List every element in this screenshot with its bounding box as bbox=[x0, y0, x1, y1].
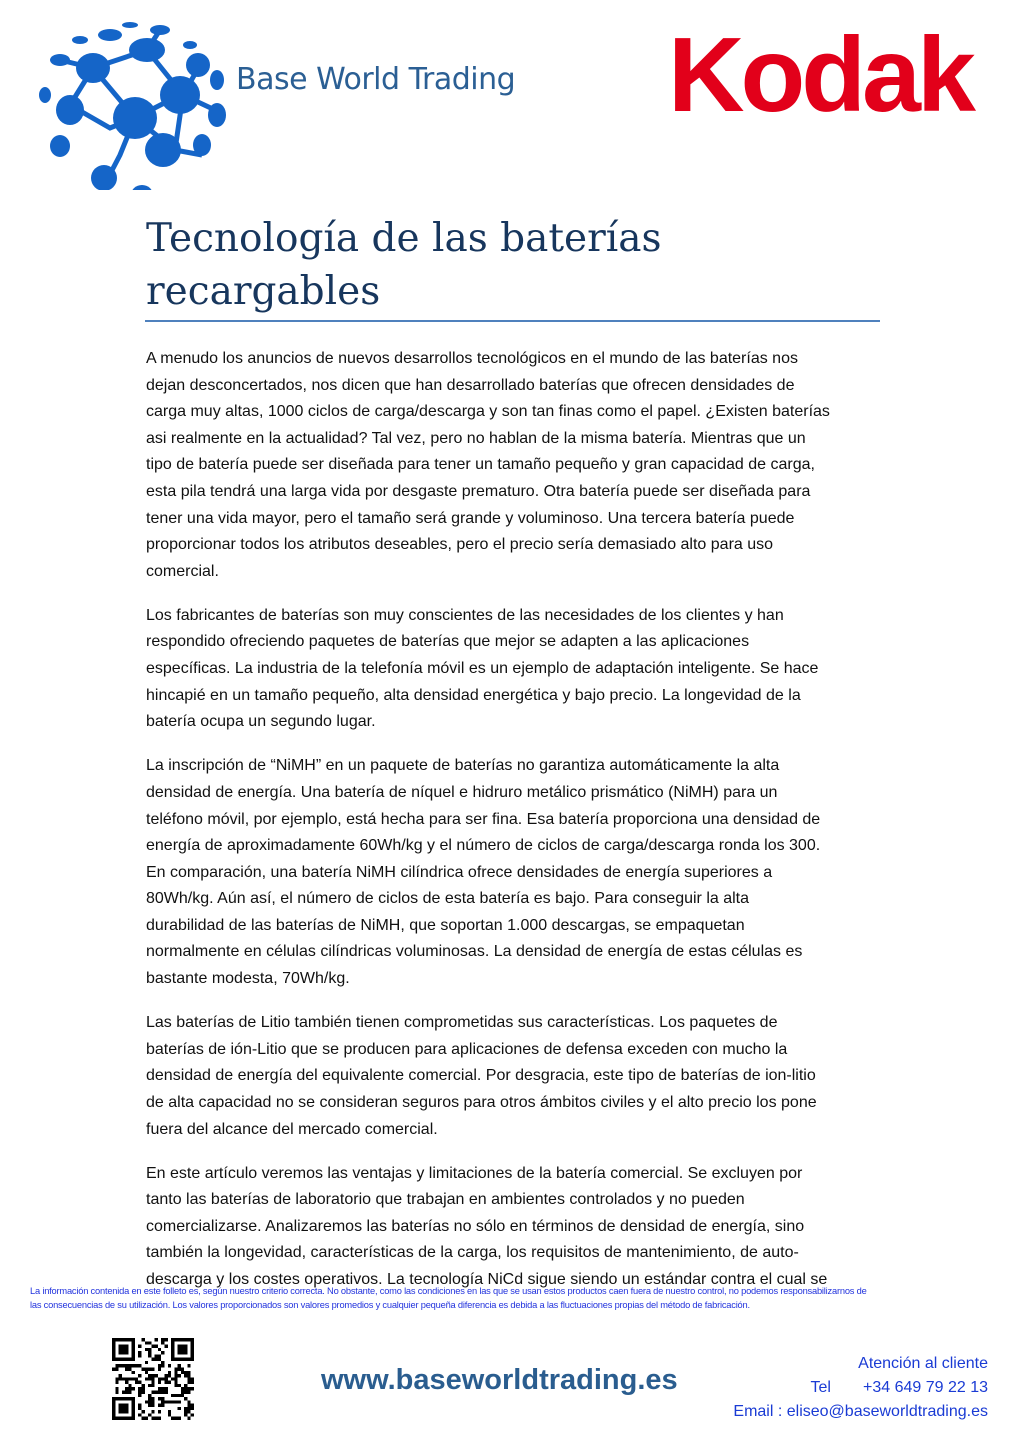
paragraph-line: 80Wh/kg. Aún así, el número de ciclos de esta batería es bajo. Para conseguir la alta bbox=[146, 890, 750, 908]
paragraph-line: comercial. bbox=[146, 562, 219, 580]
paragraph-line: comercializarse. Analizaremos las baterías no sólo en términos de densidad de energía, sino bbox=[146, 1217, 805, 1235]
paragraph-line: fuera del alcance del mercado comercial. bbox=[146, 1120, 438, 1138]
paragraph bbox=[146, 753, 906, 992]
paragraph-line: En este artículo veremos las ventajas y limitaciones de la batería comercial. Se excluyen por bbox=[146, 1164, 803, 1182]
qr-code bbox=[112, 1338, 194, 1420]
title-divider bbox=[145, 320, 880, 322]
title-line: Tecnología de las baterías bbox=[146, 216, 662, 261]
paragraph-line: específicas. La industria de la telefonía móvil es un ejemplo de adaptación inteligente. Se hace bbox=[146, 660, 819, 678]
paragraph-line: hincapié en un tamaño pequeño, alta densidad energética y bajo precio. La longevidad de la bbox=[146, 686, 801, 704]
paragraph-line: En comparación, una batería NiMH cilíndrica ofrece densidades de energía superiores a bbox=[146, 863, 773, 881]
paragraph-line: bastante modesta, 70Wh/kg. bbox=[146, 970, 350, 988]
contact-heading: Atención al cliente bbox=[858, 1355, 988, 1372]
disclaimer-line: La información contenida en este folleto es, según nuestro criterio correcta. No obstante, como las condiciones en las que se usan estos productos caen fuera de nuestro control, no podemos responsabilizarnos de bbox=[30, 1286, 867, 1296]
paragraph-line: carga muy altas, 1000 ciclos de carga/descarga y son tan finas como el papel. ¿Existen baterías bbox=[146, 403, 830, 421]
paragraph bbox=[146, 1161, 906, 1294]
paragraph-line: tipo de batería puede ser diseñada para tener un tamaño pequeño y gran capacidad de carga, bbox=[146, 456, 815, 474]
email-address[interactable]: eliseo@baseworldtrading.es bbox=[786, 1403, 988, 1420]
paragraph-line: normalmente en células cilíndricas voluminosas. La densidad de energía de estas células es bbox=[146, 943, 803, 961]
contact-block bbox=[733, 1352, 988, 1424]
paragraph-line: tener una vida mayor, pero el tamaño será grande y voluminoso. Una tercera batería puede bbox=[146, 509, 795, 527]
paragraph-line: esta pila tendrá una larga vida por desgaste prematuro. Otra batería puede ser diseñada para bbox=[146, 482, 811, 500]
paragraph-line: energía de aproximadamente 60Wh/kg y el número de ciclos de carga/descarga ronda los 300. bbox=[146, 837, 821, 855]
paragraph bbox=[146, 346, 906, 585]
paragraph-line: de alta capacidad no se consideran seguros para otros ámbitos civiles y el alto precio los pone bbox=[146, 1093, 817, 1111]
paragraph bbox=[146, 1010, 906, 1143]
paragraph-line: descarga y los costes operativos. La tecnología NiCd sigue siendo un estándar contra el cual se bbox=[146, 1271, 828, 1288]
paragraph-line: teléfono móvil, por ejemplo, está hecha para ser fina. Esa batería proporciona una densidad de bbox=[146, 810, 821, 828]
paragraph-line: asi realmente en la actualidad? Tal vez, pero no hablan de la misma batería. Mientras que un bbox=[146, 429, 806, 447]
paragraph-line: Los fabricantes de baterías son muy conscientes de las necesidades de los clientes y han bbox=[146, 606, 784, 624]
paragraph-line: también la longevidad, características de la carga, los requisitos de mantenimiento, de auto- bbox=[146, 1244, 799, 1262]
paragraph-line: dejan desconcertados, nos dicen que han desarrollado baterías que ofrecen densidades de bbox=[146, 376, 795, 394]
disclaimer-line: las consecuencias de su utilización. Los valores proporcionados son valores promedios y cualquier pequeña diferencia es debida a las fluctuaciones propias del método de fabricación. bbox=[30, 1299, 750, 1310]
email-label: Email : bbox=[733, 1403, 783, 1420]
paragraph-line: densidad de energía del equivalente comercial. Por desgracia, este tipo de baterías de ion-litio bbox=[146, 1067, 816, 1085]
article-body bbox=[146, 346, 906, 1311]
paragraph-line: batería ocupa un segundo lugar. bbox=[146, 713, 376, 731]
website-link[interactable]: www.baseworldtrading.es bbox=[321, 1364, 678, 1396]
tel-number[interactable]: +34 649 79 22 13 bbox=[862, 1379, 988, 1396]
paragraph bbox=[146, 603, 906, 736]
paragraph-line: respondido ofreciendo paquetes de baterías que mejor se adapten a las aplicaciones bbox=[146, 633, 750, 651]
title-line: recargables bbox=[146, 269, 381, 314]
paragraph-line: densidad de energía. Una batería de níquel e hidruro metálico prismático (NiMH) para un bbox=[146, 783, 778, 801]
brand-name: Base World Trading bbox=[236, 62, 516, 97]
page-title bbox=[146, 212, 886, 318]
disclaimer bbox=[30, 1285, 1020, 1312]
paragraph-line: Las baterías de Litio también tienen comprometidas sus características. Los paquetes de bbox=[146, 1014, 778, 1032]
paragraph-line: tanto las baterías de laboratorio que trabajan en ambientes controlados y no pueden bbox=[146, 1191, 745, 1209]
base-world-trading-globe-logo bbox=[30, 10, 230, 190]
paragraph-line: baterías de ión-Litio que se producen para aplicaciones de defensa exceden con mucho la bbox=[146, 1040, 788, 1058]
tel-label: Tel bbox=[810, 1379, 831, 1396]
paragraph-line: A menudo los anuncios de nuevos desarrollos tecnológicos en el mundo de las baterías nos bbox=[146, 350, 798, 367]
paragraph-line: durabilidad de las baterías de NiMH, que soportan 1.000 descargas, se empaquetan bbox=[146, 916, 745, 934]
paragraph-line: proporcionar todos los atributos deseables, pero el precio sería demasiado alto para uso bbox=[146, 536, 774, 554]
kodak-logo: Kodak bbox=[668, 16, 972, 134]
paragraph-line: La inscripción de “NiMH” en un paquete de baterías no garantiza automáticamente la alta bbox=[146, 757, 780, 775]
